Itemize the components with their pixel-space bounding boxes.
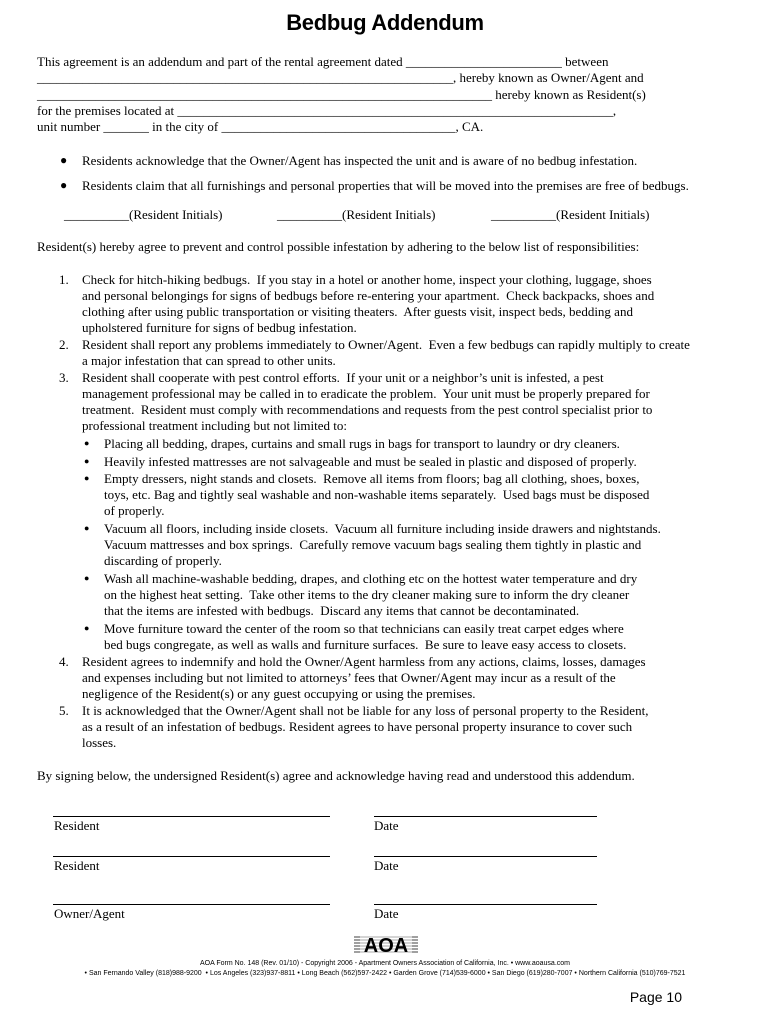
- aoa-logo: [354, 934, 418, 956]
- resident-initials-1[interactable]: __________(Resident Initials): [64, 207, 223, 222]
- bullet-icon: ●: [84, 573, 90, 583]
- sub-bullet-text: Heavily infested mattresses are not salvageable and must be sealed in plastic and disposed of properly.: [104, 454, 637, 469]
- intro-line-2: ________________________________________________________________, hereby known as Owner/Agent and: [37, 70, 644, 85]
- bullet-icon: ●: [60, 153, 68, 167]
- document-title: Bedbug Addendum: [286, 10, 484, 35]
- sub-bullet-text: of properly.: [104, 503, 165, 518]
- item-number: 4.: [59, 654, 69, 669]
- signature-label: Resident: [54, 818, 100, 833]
- signature-label: Owner/Agent: [54, 906, 125, 921]
- resident-initials-2[interactable]: __________(Resident Initials): [277, 207, 436, 222]
- item-number: 3.: [59, 370, 69, 385]
- bullet-icon: ●: [84, 456, 90, 466]
- date-line-3[interactable]: [374, 904, 597, 905]
- sub-bullet-text: Vacuum all floors, including inside closets. Vacuum all furniture including inside drawers and nightstands.: [104, 521, 661, 536]
- item-number: 2.: [59, 337, 69, 352]
- owner-agent-signature-line[interactable]: [53, 904, 330, 905]
- intro-line-4: for the premises located at ___________________________________________________________________,: [37, 103, 617, 118]
- bullet-icon: ●: [84, 623, 90, 633]
- item-text: losses.: [82, 735, 117, 750]
- bullet-icon: ●: [84, 473, 90, 483]
- sub-bullet-text: Empty dressers, night stands and closets. Remove all items from floors; bag all clothing, shoes, boxes,: [104, 471, 640, 486]
- intro-line-3: ______________________________________________________________________ hereby known as Resident(s): [37, 87, 646, 102]
- sub-bullet-text: Move furniture toward the center of the room so that technicians can easily treat carpet edges where: [104, 621, 624, 636]
- signing-statement: By signing below, the undersigned Resident(s) agree and acknowledge having read and understood this addendum.: [37, 768, 635, 783]
- footer-copyright: AOA Form No. 148 (Rev. 01/10) - Copyright 2006 - Apartment Owners Association of California, Inc. • www.aoausa.com: [200, 960, 570, 967]
- signature-label: Resident: [54, 858, 100, 873]
- item-text: clothing after using public transportation or visiting theaters. After guests visit, inspect beds, bedding and: [82, 304, 633, 319]
- item-text: professional treatment including but not limited to:: [82, 418, 348, 433]
- date-label: Date: [374, 818, 399, 833]
- logo-text: AOA: [363, 935, 409, 956]
- intro-line-5: unit number _______ in the city of ____________________________________, CA.: [37, 119, 484, 134]
- bullet-icon: ●: [84, 523, 90, 533]
- acknowledgement-1: Residents acknowledge that the Owner/Agent has inspected the unit and is aware of no bedbug infestation.: [82, 153, 638, 168]
- sub-bullet-text: that the items are infested with bedbugs. Discard any items that cannot be decontaminated.: [104, 603, 580, 618]
- resident-signature-line-2[interactable]: [53, 856, 330, 857]
- item-text: Resident agrees to indemnify and hold the Owner/Agent harmless from any actions, claims, losses, damages: [82, 654, 646, 669]
- item-text: Check for hitch-hiking bedbugs. If you stay in a hotel or another home, inspect your clothing, luggage, shoes: [82, 272, 652, 287]
- item-text: treatment. Resident must comply with recommendations and requests from the pest control specialist prior to: [82, 402, 653, 417]
- page-number: Page 10: [629, 989, 682, 1005]
- item-text: and personal belongings for signs of bedbugs before re-entering your apartment. Check backpacks, shoes and: [82, 288, 655, 303]
- sub-bullet-text: Wash all machine-washable bedding, drapes, and clothing etc on the hottest water temperature and dry: [104, 571, 638, 586]
- acknowledgement-2: Residents claim that all furnishings and personal properties that will be moved into the premises are free of bedbugs.: [82, 178, 689, 193]
- bullet-icon: ●: [60, 178, 68, 192]
- date-line-2[interactable]: [374, 856, 597, 857]
- date-line-1[interactable]: [374, 816, 597, 817]
- sub-bullet-text: Placing all bedding, drapes, curtains and small rugs in bags for transport to laundry or dry cleaners.: [104, 436, 620, 451]
- item-text: It is acknowledged that the Owner/Agent shall not be liable for any loss of personal property to the Resident,: [82, 703, 649, 718]
- responsibilities-intro: Resident(s) hereby agree to prevent and control possible infestation by adhering to the below list of responsibilities:: [37, 239, 640, 254]
- item-text: Resident shall cooperate with pest control efforts. If your unit or a neighbor’s unit is infested, a pest: [82, 370, 604, 385]
- item-text: negligence of the Resident(s) or any guest occupying or using the premises.: [82, 686, 476, 701]
- resident-signature-line-1[interactable]: [53, 816, 330, 817]
- bullet-icon: ●: [84, 438, 90, 448]
- item-number: 5.: [59, 703, 69, 718]
- sub-bullet-text: Vacuum mattresses and box springs. Carefully remove vacuum bags sealing them tightly in plastic and: [104, 537, 642, 552]
- sub-bullet-text: discarding of properly.: [104, 553, 222, 568]
- item-text: a major infestation that can spread to other units.: [82, 353, 336, 368]
- date-label: Date: [374, 858, 399, 873]
- sub-bullet-text: on the highest heat setting. Take other items to the dry cleaner making sure to inform the dry cleaner: [104, 587, 630, 602]
- item-text: management professional may be called in to eradicate the problem. Your unit must be properly prepared for: [82, 386, 650, 401]
- item-text: and expenses including but not limited to attorneys’ fees that Owner/Agent may incur as a result of the: [82, 670, 616, 685]
- item-text: Resident shall report any problems immediately to Owner/Agent. Even a few bedbugs can rapidly multiply to create: [82, 337, 690, 352]
- sub-bullet-text: toys, etc. Bag and tightly seal washable and non-washable items separately. Used bags must be disposed: [104, 487, 650, 502]
- footer-offices: • San Fernando Valley (818)988-9200 • Los Angeles (323)937-8811 • Long Beach (562)597-2422 • Garden Grove (714)539-6000 • San Diego (619)280-7007 • Northern California (510)769-7521: [84, 970, 686, 977]
- item-text: upholstered furniture for signs of bedbug infestation.: [82, 320, 357, 335]
- sub-bullet-text: bed bugs congregate, as well as walls and furniture surfaces. Be sure to leave easy access to closets.: [104, 637, 627, 652]
- item-text: as a result of an infestation of bedbugs. Resident agrees to have personal property insurance to cover such: [82, 719, 633, 734]
- item-number: 1.: [59, 272, 69, 287]
- resident-initials-3[interactable]: __________(Resident Initials): [491, 207, 650, 222]
- date-label: Date: [374, 906, 399, 921]
- intro-line-1: This agreement is an addendum and part of the rental agreement dated ________________________ between: [37, 54, 609, 69]
